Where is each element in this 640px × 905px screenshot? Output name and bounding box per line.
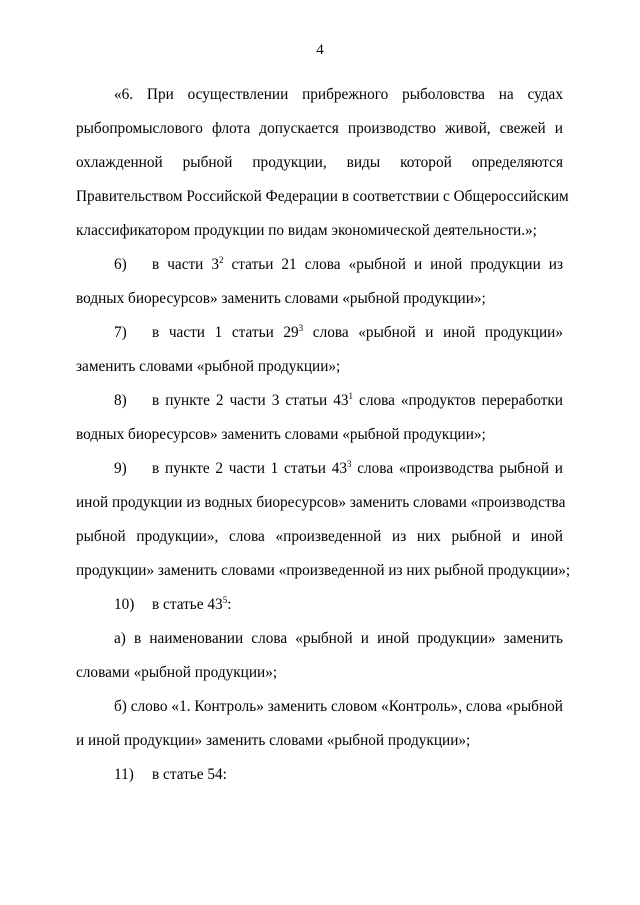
list-item-6: 6) в части $3^2$ статьи 21 слова «рыбной и иной продукции из <box>76 248 563 282</box>
item-number: 7) <box>114 324 127 341</box>
list-item-8: 8) в пункте 2 части 3 статьи $43^1$ слова «продуктов переработки <box>76 384 563 418</box>
item-number: 11) <box>114 766 134 783</box>
item-number: 10) <box>114 596 135 613</box>
list-item-11: 11) в статье 54: <box>76 758 563 792</box>
text-line: иной продукции из водных биоресурсов» заменить словами «производства <box>76 494 566 511</box>
text-line: продукции» заменить словами «произведенной из них рыбной продукции»; <box>76 562 571 579</box>
text-line: «6. При осуществлении прибрежного рыболовства на судах <box>114 86 563 103</box>
sub-item-a: а) в наименовании слова «рыбной и иной продукции» заменить <box>114 630 563 647</box>
text-line: охлажденной рыбной продукции, виды которой определяются <box>76 154 563 171</box>
page-number: 4 <box>316 42 324 58</box>
item-number: 6) <box>114 256 127 273</box>
text-line: водных биоресурсов» заменить словами «рыбной продукции»; <box>76 290 486 307</box>
text-line: и иной продукции» заменить словами «рыбной продукции»; <box>76 732 471 749</box>
text-line: словами «рыбной продукции»; <box>76 664 278 681</box>
sub-item-b: б) слово «1. Контроль» заменить словом «Контроль», слова «рыбной <box>114 698 563 715</box>
text-line: водных биоресурсов» заменить словами «рыбной продукции»; <box>76 426 486 443</box>
text-line: рыбопромыслового флота допускается производство живой, свежей и <box>76 120 563 137</box>
item-number: 8) <box>114 392 127 409</box>
text-line: рыбной продукции», слова «произведенной из них рыбной и иной <box>76 528 563 545</box>
document-body <box>76 78 571 792</box>
list-item-9: 9) в пункте 2 части 1 статьи $43^3$ слова «производства рыбной и <box>76 452 563 486</box>
text-line: Правительством Российской Федерации в соответствии с Общероссийским <box>76 188 569 205</box>
text-line: классификатором продукции по видам экономической деятельности.»; <box>76 222 537 239</box>
list-item-7: 7) в части 1 статьи $29^3$ слова «рыбной и иной продукции» <box>76 316 563 350</box>
item-number: 9) <box>114 460 127 477</box>
list-item-10: 10) в статье $43^5$: <box>76 588 563 622</box>
text-line: заменить словами «рыбной продукции»; <box>76 358 341 375</box>
